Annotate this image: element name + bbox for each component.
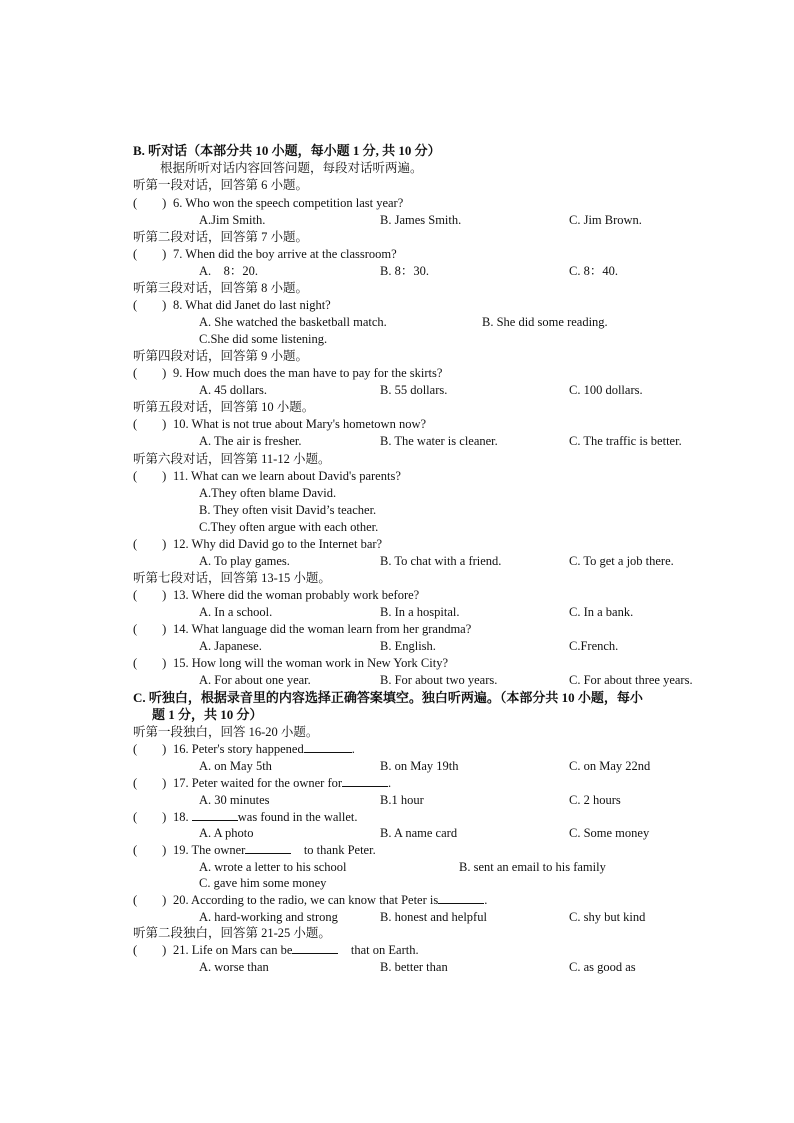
- section-b-instruction: 根据所听对话内容回答问题，每段对话听两遍。: [160, 161, 423, 175]
- q15-option-a: A. For about one year.: [199, 673, 311, 687]
- q15-option-c: C. For about three years.: [569, 673, 693, 687]
- q12-option-c: C. To get a job there.: [569, 554, 674, 568]
- question-15: 15. How long will the woman work in New York City?: [173, 656, 448, 670]
- question-18: 18. was found in the wallet.: [173, 810, 358, 824]
- question-17: 17. Peter waited for the owner for .: [173, 776, 392, 790]
- question-11: 11. What can we learn about David's parents?: [173, 469, 401, 483]
- q18-option-c: C. Some money: [569, 826, 650, 840]
- q16-option-c: C. on May 22nd: [569, 759, 651, 773]
- q14-option-a: A. Japanese.: [199, 639, 262, 653]
- q11-option-c: C.They often argue with each other.: [199, 520, 379, 534]
- q19-option-a: A. wrote a letter to his school: [199, 860, 347, 874]
- q9-option-b: B. 55 dollars.: [380, 383, 448, 397]
- q18-option-a: A. A photo: [199, 826, 254, 840]
- section-c-title: C. 听独白，根据录音里的内容选择正确答案填空。独白听两遍。（本部分共 10 小题，每小: [133, 690, 643, 705]
- q20-option-b: B. honest and helpful: [380, 910, 487, 924]
- question-7: 7. When did the boy arrive at the classroom?: [173, 247, 397, 261]
- dialog-6-heading: 听第六段对话，回答第 11-12 小题。: [133, 452, 331, 466]
- q21-option-a: A. worse than: [199, 960, 269, 974]
- q6-option-b: B. James Smith.: [380, 213, 462, 227]
- q6-option-a: A.Jim Smith.: [199, 213, 266, 227]
- q6-option-c: C. Jim Brown.: [569, 213, 642, 227]
- section-c-title-cont: 题 1 分，共 10 分）: [152, 707, 263, 722]
- q17-option-a: A. 30 minutes: [199, 793, 270, 807]
- fill-blank: [438, 892, 484, 904]
- q12-option-a: A. To play games.: [199, 554, 290, 568]
- dialog-1-heading: 听第一段对话，回答第 6 小题。: [133, 178, 309, 192]
- answer-bracket: ( ): [133, 417, 167, 431]
- question-13: 13. Where did the woman probably work before?: [173, 588, 420, 602]
- fill-blank: [292, 942, 338, 954]
- fill-blank: [342, 775, 388, 787]
- q12-option-b: B. To chat with a friend.: [380, 554, 502, 568]
- question-12: 12. Why did David go to the Internet bar?: [173, 537, 383, 551]
- answer-bracket: ( ): [133, 943, 167, 957]
- q16-option-a: A. on May 5th: [199, 759, 272, 773]
- dialog-2-heading: 听第二段对话，回答第 7 小题。: [133, 230, 309, 244]
- q17-option-b: B.1 hour: [380, 793, 424, 807]
- q13-option-c: C. In a bank.: [569, 605, 634, 619]
- q15-option-b: B. For about two years.: [380, 673, 498, 687]
- q19-option-c: C. gave him some money: [199, 876, 327, 890]
- answer-bracket: ( ): [133, 776, 167, 790]
- dialog-7-heading: 听第七段对话，回答第 13-15 小题。: [133, 571, 331, 585]
- answer-bracket: ( ): [133, 622, 167, 636]
- answer-bracket: ( ): [133, 469, 167, 483]
- fill-blank: [192, 809, 238, 821]
- q7-option-a: A. 8：20.: [199, 264, 259, 278]
- monologue-1-heading: 听第一段独白，回答 16-20 小题。: [133, 725, 319, 739]
- q20-option-a: A. hard-working and strong: [199, 910, 338, 924]
- q11-option-a: A.They often blame David.: [199, 486, 337, 500]
- question-19: 19. The owner to thank Peter.: [173, 843, 376, 857]
- q14-option-c: C.French.: [569, 639, 619, 653]
- answer-bracket: ( ): [133, 656, 167, 670]
- q8-option-a: A. She watched the basketball match.: [199, 315, 387, 329]
- question-21: 21. Life on Mars can be that on Earth.: [173, 943, 419, 957]
- q9-option-a: A. 45 dollars.: [199, 383, 268, 397]
- question-8: 8. What did Janet do last night?: [173, 298, 331, 312]
- answer-bracket: ( ): [133, 298, 167, 312]
- q20-option-c: C. shy but kind: [569, 910, 646, 924]
- dialog-3-heading: 听第三段对话，回答第 8 小题。: [133, 281, 309, 295]
- q10-option-a: A. The air is fresher.: [199, 434, 302, 448]
- fill-blank: [304, 741, 352, 753]
- answer-bracket: ( ): [133, 537, 167, 551]
- q19-option-b: B. sent an email to his family: [459, 860, 606, 874]
- q14-option-b: B. English.: [380, 639, 436, 653]
- dialog-4-heading: 听第四段对话，回答第 9 小题。: [133, 349, 309, 363]
- q21-option-c: C. as good as: [569, 960, 636, 974]
- answer-bracket: ( ): [133, 843, 167, 857]
- question-9: 9. How much does the man have to pay for the skirts?: [173, 366, 443, 380]
- q10-option-b: B. The water is cleaner.: [380, 434, 498, 448]
- q21-option-b: B. better than: [380, 960, 448, 974]
- answer-bracket: ( ): [133, 893, 167, 907]
- answer-bracket: ( ): [133, 588, 167, 602]
- answer-bracket: ( ): [133, 247, 167, 261]
- question-20: 20. According to the radio, we can know that Peter is .: [173, 893, 488, 907]
- answer-bracket: ( ): [133, 810, 167, 824]
- q13-option-b: B. In a hospital.: [380, 605, 460, 619]
- dialog-5-heading: 听第五段对话，回答第 10 小题。: [133, 400, 315, 414]
- q11-option-b: B. They often visit David’s teacher.: [199, 503, 377, 517]
- answer-bracket: ( ): [133, 366, 167, 380]
- q7-option-c: C. 8：40.: [569, 264, 618, 278]
- monologue-2-heading: 听第二段独白，回答第 21-25 小题。: [133, 926, 331, 940]
- q18-option-b: B. A name card: [380, 826, 458, 840]
- q8-option-b: B. She did some reading.: [482, 315, 608, 329]
- q16-option-b: B. on May 19th: [380, 759, 459, 773]
- question-14: 14. What language did the woman learn from her grandma?: [173, 622, 472, 636]
- q13-option-a: A. In a school.: [199, 605, 273, 619]
- q17-option-c: C. 2 hours: [569, 793, 621, 807]
- q8-option-c: C.She did some listening.: [199, 332, 328, 346]
- fill-blank: [245, 842, 291, 854]
- section-b-title: B. 听对话（本部分共 10 小题，每小题 1 分, 共 10 分）: [133, 143, 441, 158]
- answer-bracket: ( ): [133, 196, 167, 210]
- question-10: 10. What is not true about Mary's hometown now?: [173, 417, 427, 431]
- q7-option-b: B. 8：30.: [380, 264, 429, 278]
- q9-option-c: C. 100 dollars.: [569, 383, 643, 397]
- q10-option-c: C. The traffic is better.: [569, 434, 682, 448]
- question-16: 16. Peter's story happened .: [173, 742, 355, 756]
- question-6: 6. Who won the speech competition last year?: [173, 196, 404, 210]
- answer-bracket: ( ): [133, 742, 167, 756]
